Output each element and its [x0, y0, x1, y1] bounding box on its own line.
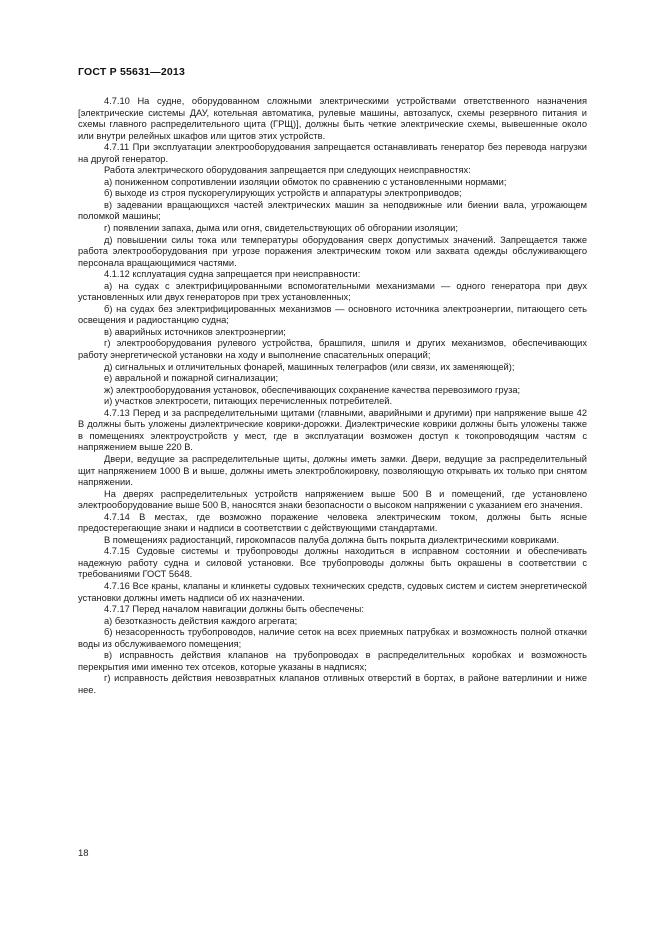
- paragraph: 4.7.14 В местах, где возможно поражение человека электрическим током, должны быть ясные предостерегающие знаки и надписи в соответствии с действующими стандартами.: [78, 511, 587, 534]
- list-item: е) авральной и пожарной сигнализации;: [104, 373, 279, 384]
- list-item: б) на судах без электрифицированных механизмов — основного источника электроэнергии, питающего сеть освещения и радиостанцию судна;: [78, 303, 587, 326]
- paragraph: 4.7.17 Перед началом навигации должны быть обеспечены:: [104, 604, 364, 615]
- paragraph: 4.1.12 ксплуатация судна запрещается при неисправности:: [104, 269, 361, 280]
- list-item: д) повышении силы тока или температуры оборудования сверх допустимых значений. Запрещается также работа электрооборудования при угрозе поражения электрическим током или захвата одежды обслуживающего персонала вращающимися частями.: [78, 234, 587, 268]
- list-item: б) незасоренность трубопроводов, наличие сеток на всех приемных патрубках и возможность полной откачки воды из обслуживаемого помещения;: [78, 627, 587, 649]
- paragraph: В помещениях радиостанций, гирокомпасов палуба должна быть покрыта диэлектрическими ковриками.: [104, 534, 560, 545]
- list-item: в) аварийных источников электроэнергии;: [104, 326, 286, 337]
- list-item: и) участков электросети, питающих перечисленных потребителей.: [104, 396, 393, 407]
- list-item: г) появлении запаха, дыма или огня, свидетельствующих об обгорании изоляции;: [104, 223, 458, 234]
- list-item: а) безотказность действия каждого агрегата;: [104, 615, 298, 626]
- page-number: 18: [78, 848, 89, 859]
- paragraph: 4.7.15 Судовые системы и трубопроводы должны находиться в исправном состоянии и обеспечивать надежную работу судна и силовой установки. Все трубопроводы должны быть окрашены в соответствии с требованиями ГОСТ 5648.: [78, 546, 587, 580]
- list-item: г) электрооборудования рулевого устройства, брашпиля, шпиля и других механизмов, обеспечивающих работу энергетической установки на ходу и выполнение спасательных операций;: [78, 338, 587, 361]
- document-body: [78, 96, 587, 696]
- paragraph: 4.7.10 На судне, оборудованном сложными электрическими устройствами ответственного назначения [электрические системы ДАУ, котельная автоматика, рулевые машины, автозапуск, схемы резервного питания и схемы главного распределительного щита (ГРЩ)], должны быть четкие электрические схемы, вывешенные около или внутри релейных шкафов или щитов этих устройств.: [78, 96, 587, 141]
- paragraph: 4.7.11 При эксплуатации электрооборудования запрещается останавливать генератор без перевода нагрузки на другой генератор.: [78, 142, 587, 164]
- list-item: в) исправность действия клапанов на трубопроводах в распределительных коробках и возможность перекрытия ими именно тех отсеков, которые указаны в надписях;: [78, 650, 587, 672]
- document-header: ГОСТ Р 55631—2013: [78, 66, 186, 78]
- paragraph: 4.7.16 Все краны, клапаны и клинкеты судовых технических средств, судовых систем и систем энергетической установки должны иметь надписи об их назначении.: [78, 580, 587, 603]
- list-item: а) пониженном сопротивлении изоляции обмоток по сравнению с установленными нормами;: [104, 176, 507, 187]
- list-item: в) задевании вращающихся частей электрических машин за неподвижные или биении вала, угрожающем поломкой машины;: [78, 199, 587, 222]
- list-item: г) исправность действия невозвратных клапанов отливных отверстий в бортах, в районе ватерлинии и ниже нее.: [78, 673, 587, 695]
- paragraph: 4.7.13 Перед и за распределительными щитами (главными, аварийными и другими) при напряжение выше 42 В должны быть уложены диэлектрические коврики-дорожки. Диэлектрические коврики должны быть уложены также в помещениях электроустройств у мест, где в эксплуатации возможен доступ к токопроводящим частям с напряжением выше 220 В.: [78, 407, 587, 453]
- list-item: а) на судах с электрифицированными вспомогательными механизмами — одного генератора при двух установленных или двух генераторов при трех установленных;: [78, 280, 587, 303]
- list-item: д) сигнальных и отличительных фонарей, машинных телеграфов (или связи, их заменяющей);: [104, 361, 515, 372]
- paragraph: Работа электрического оборудования запрещается при следующих неисправностях:: [104, 165, 471, 176]
- list-item: б) выходе из строя пускорегулирующих устройств и аппаратуры электроприводов;: [104, 188, 462, 199]
- paragraph: На дверях распределительных устройств напряжением выше 500 В и помещений, где установлено электрооборудование выше 500 В, наносятся знаки безопасности о высоком напряжении с указанием его значения.: [78, 488, 587, 511]
- paragraph: Двери, ведущие за распределительные щиты, должны иметь замки. Двери, ведущие за распределительный щит напряжением 1000 В и выше, должны иметь электроблокировку, позволяющую открывать их только при снятом напряжении.: [78, 453, 587, 488]
- list-item: ж) электрооборудования установок, обеспечивающих сохранение качества перевозимого груза;: [104, 384, 521, 395]
